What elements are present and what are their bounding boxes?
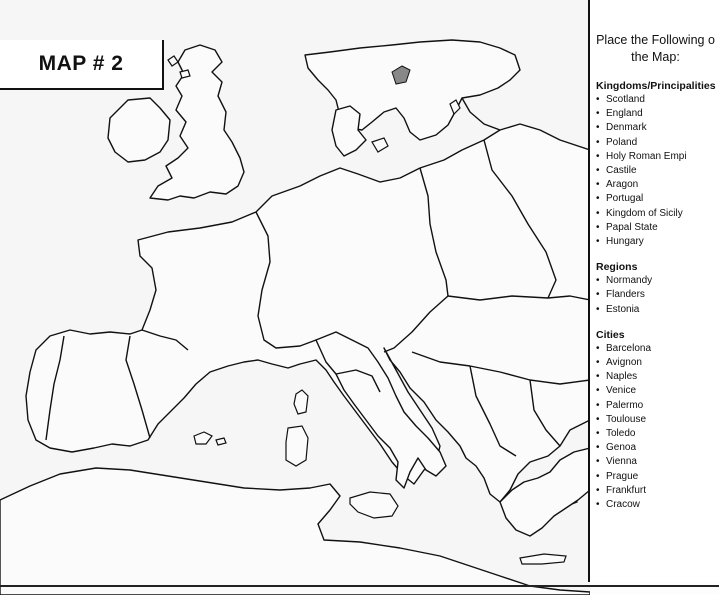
list-item: • Estonia (590, 303, 719, 317)
list-item: • Toledo (590, 427, 719, 441)
list-item: • Toulouse (590, 413, 719, 427)
list-item: • Kingdom of Sicily (590, 207, 719, 221)
list-item: • Castile (590, 164, 719, 178)
section-heading-cities: Cities (596, 328, 625, 341)
list-item: • Flanders (590, 288, 719, 302)
map-title-box (0, 40, 164, 90)
list-item: • Cracow (590, 498, 719, 512)
list-item: • Vienna (590, 455, 719, 469)
instructions-sidebar (588, 0, 719, 582)
orkney-islands (180, 70, 190, 78)
list-item: • Aragon (590, 178, 719, 192)
map-title: MAP # 2 (38, 52, 124, 75)
instructions-line-1: Place the Following o (596, 33, 715, 47)
list-item: • Frankfurt (590, 484, 719, 498)
list-item: • Poland (590, 136, 719, 150)
section-heading-regions: Regions (596, 261, 638, 274)
list-item: • Hungary (590, 235, 719, 249)
list-item: • Naples (590, 370, 719, 384)
list-item: • Prague (590, 470, 719, 484)
list-item: • Scotland (590, 93, 719, 107)
list-item: • Papal State (590, 221, 719, 235)
sardinia-island (286, 426, 308, 466)
list-item: • Denmark (590, 121, 719, 135)
list-item: • England (590, 107, 719, 121)
section-heading-kingdoms: Kingdoms/Principalities (596, 80, 716, 92)
menorca-island (216, 438, 226, 445)
list-item: • Holy Roman Empi (590, 150, 719, 164)
list-item: • Portugal (590, 192, 719, 206)
instructions-line-2: the Map: (631, 50, 680, 64)
list-item: • Barcelona (590, 342, 719, 356)
list-item: • Genoa (590, 441, 719, 455)
list-item: • Avignon (590, 356, 719, 370)
cities-list (590, 342, 719, 512)
list-item: • Normandy (590, 274, 719, 288)
regions-list (590, 274, 719, 317)
bottom-border-line (0, 585, 719, 587)
list-item: • Palermo (590, 399, 719, 413)
kingdoms-list (590, 93, 719, 249)
corsica-island (294, 390, 308, 414)
list-item: • Venice (590, 384, 719, 398)
